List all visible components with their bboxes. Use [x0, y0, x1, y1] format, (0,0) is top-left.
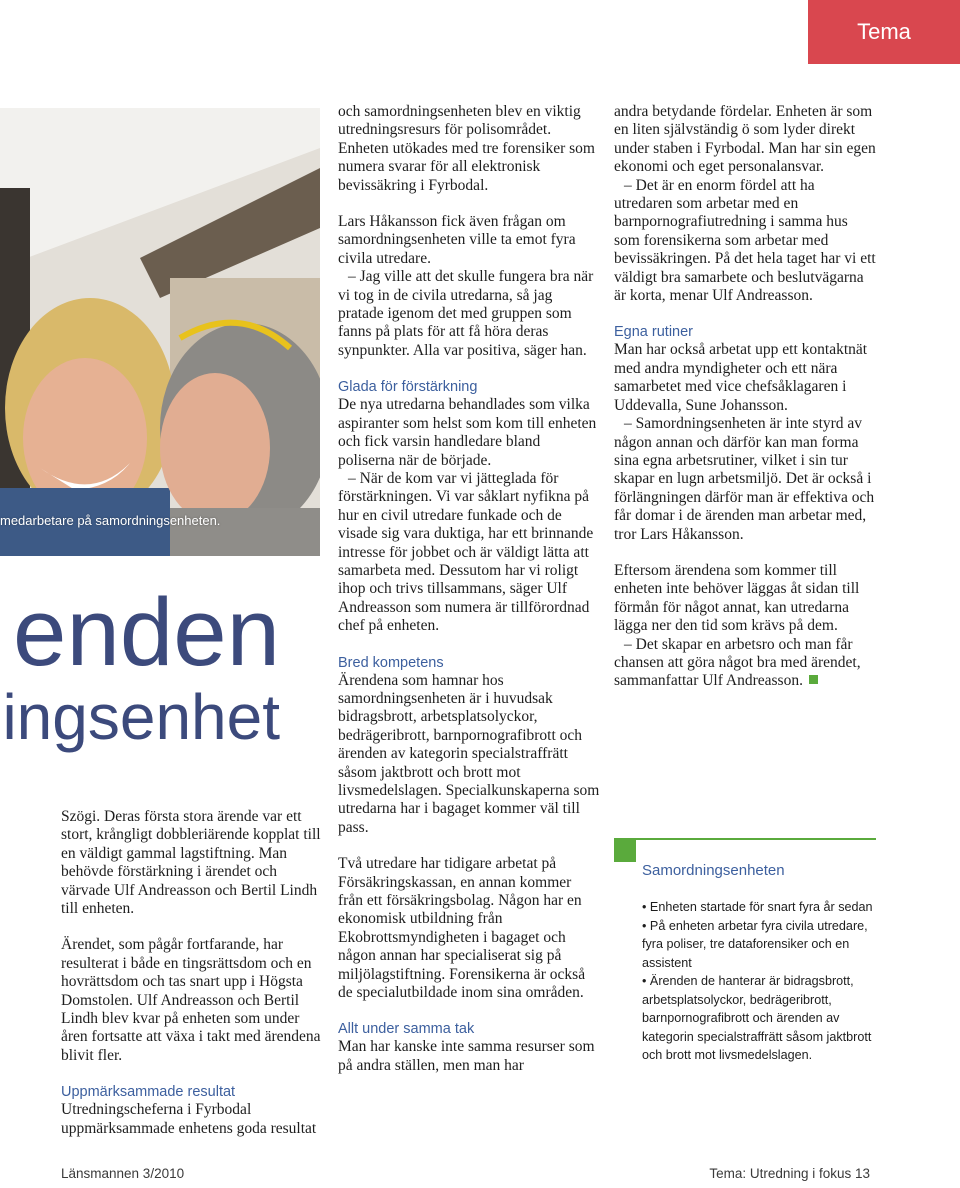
paragraph	[614, 636, 876, 691]
column-2	[338, 103, 600, 1075]
paragraph: Man har också arbetat upp ett kontaktnät med andra myndigheter och ett nära samarbetet med vice chefsåklagaren i Uddevalla, Sune Johansson.	[614, 341, 868, 414]
subheading: Bred kompetens	[338, 654, 444, 671]
photo-illustration	[0, 108, 320, 556]
headline	[0, 585, 280, 753]
paragraph: Man har kanske inte samma resurser som på andra ställen, men man har	[338, 1038, 595, 1074]
list-item: • På enheten arbetar fyra civila utredare, fyra poliser, tre dataforensiker och en assistent	[642, 917, 880, 973]
paragraph: – Jag ville att det skulle fungera bra när vi tog in de civila utredarna, så jag pratade igenom det med gruppen som fanns på plats för att få höra deras synpunkter. Alla var positiva, säger han.	[338, 268, 594, 359]
column-3	[614, 103, 876, 691]
section-tab	[808, 0, 960, 64]
paragraph: Ärendena som hamnar hos samordningsenheten är i huvudsak bidragsbrott, arbetsplatsolyckor, bedrägeribrott, barnpornografibrott och ärenden av kategorin specialstraffrätt såsom jaktbrott och brott mot livsmedelslagen. Specialkunskaperna som utredarna har i bagaget kommer väl till pass.	[338, 671, 600, 836]
end-mark-icon	[809, 675, 818, 684]
paragraph: – Samordningsenheten är inte styrd av någon annan och därför kan man forma sina egna arbetsrutiner, vilket i sin tur skapar en lugn arbetsmiljö. Det är också i förlängningen därför man är effektiva och får domar i de ärenden man arbetar med, tror Lars Håkansson.	[614, 415, 875, 543]
subheading: Egna rutiner	[614, 324, 693, 341]
paragraph: Utredningscheferna i Fyrbodal uppmärksammade enhetens goda resultat	[61, 1101, 317, 1137]
list-item: • Ärenden de hanterar är bidragsbrott, arbetsplatsolyckor, bedrägeribrott, barnpornografibrott och ärenden av kategorin specialstraffrätt såsom jaktbrott och brott mot livsmedelslagen.	[642, 972, 880, 1065]
subheading: Glada för förstärkning	[338, 379, 478, 396]
footer-section-page: Tema: Utredning i fokus 13	[709, 1166, 870, 1181]
headline-line-1: enden	[13, 585, 280, 686]
paragraph: Ärendet, som pågår fortfarande, har resulterat i både en tingsrättsdom och en hovrättsdom och tas snart upp i Högsta Domstolen. Ulf Andreasson och Bertil Lindh blev kvar på enheten som under åren fortsatte att växa i takt med ärendena blivit fler.	[61, 936, 321, 1064]
paragraph: De nya utredarna behandlades som vilka aspiranter som helst som kom till enheten och fick varsin handledare bland poliserna när de började.	[338, 396, 597, 469]
subheading: Allt under samma tak	[338, 1021, 475, 1038]
article-photo	[0, 108, 320, 556]
fact-box-rule	[614, 838, 876, 840]
paragraph: andra betydande fördelar. Enheten är som en liten självständig ö som lyder direkt under staben i Fyrbodal. Man har sin egen ekonomi och eget personalansvar.	[614, 103, 876, 176]
paragraph: – Det är en enorm fördel att ha utredaren som arbetar med en barnpornografiutredning i samma hus som forensikerna som arbetar med bevissäkringen. På det hela taget har vi ett väldigt bra samarbete och beslutvägarna är korta, menar Ulf Andreasson.	[614, 176, 876, 305]
paragraph: och samordningsenheten blev en viktig utredningsresurs för polisområdet. Enheten utökades med tre forensiker som numera svarar för all elektronisk bevissäkring i Fyrbodal.	[338, 103, 595, 194]
fact-box-title: Samordningsenheten	[642, 862, 785, 879]
fact-box-square-icon	[614, 840, 636, 862]
paragraph: Lars Håkansson fick även frågan om samordningsenheten ville ta emot fyra civila utredare.	[338, 213, 576, 267]
paragraph: – När de kom var vi jätteglada för förstärkningen. Vi var såklart nyfikna på hur en civil utredare funkade och de visade sig vara duktiga, har ett brinnande intresse för jobbet och är väldigt lätta att samarbeta med. Dessutom har vi roligt ihop och trivs tillsammans, säger Ulf Andreasson som numera är tillförordnad chef på enheten.	[338, 469, 594, 635]
list-item: • Enheten startade för snart fyra år sedan	[642, 898, 880, 917]
paragraph: Eftersom ärendena som kommer till enheten inte behöver läggas åt sidan till förmån för något annat, kan utredarna lägga ner den tid som krävs på dem.	[614, 561, 860, 635]
section-tab-label: Tema	[857, 19, 911, 44]
fact-box	[614, 838, 876, 1062]
headline-line-2: ingsenhet	[2, 681, 280, 753]
column-1	[61, 808, 323, 1138]
closing-text: – Det skapar en arbetsro och man får chansen att göra något bra med ärendet, sammanfattar Ulf Andreasson.	[614, 635, 861, 690]
footer-publication: Länsmannen 3/2010	[61, 1166, 185, 1181]
paragraph: Szögi. Deras första stora ärende var ett stort, krångligt dobbleriärende kopplat till en väldigt gammal lagstiftning. Man behövde förstärkning i ärendet och värvade Ulf Andreasson och Bertil Lindh till enheten.	[61, 808, 321, 918]
subheading: Uppmärksammade resultat	[61, 1084, 236, 1101]
photo-caption: medarbetare på samordningsenheten.	[0, 513, 221, 528]
paragraph: Två utredare har tidigare arbetat på Försäkringskassan, en annan kommer från ett försäkringsbolag. Någon har en ekonomisk utbildning från Ekobrottsmyndigheten i bagaget och någon annan har specialiserat sig på miljölagstiftning. Forensikerna är också de specialutbildade inom sina områden.	[338, 855, 586, 1002]
fact-box-list	[642, 898, 880, 1065]
